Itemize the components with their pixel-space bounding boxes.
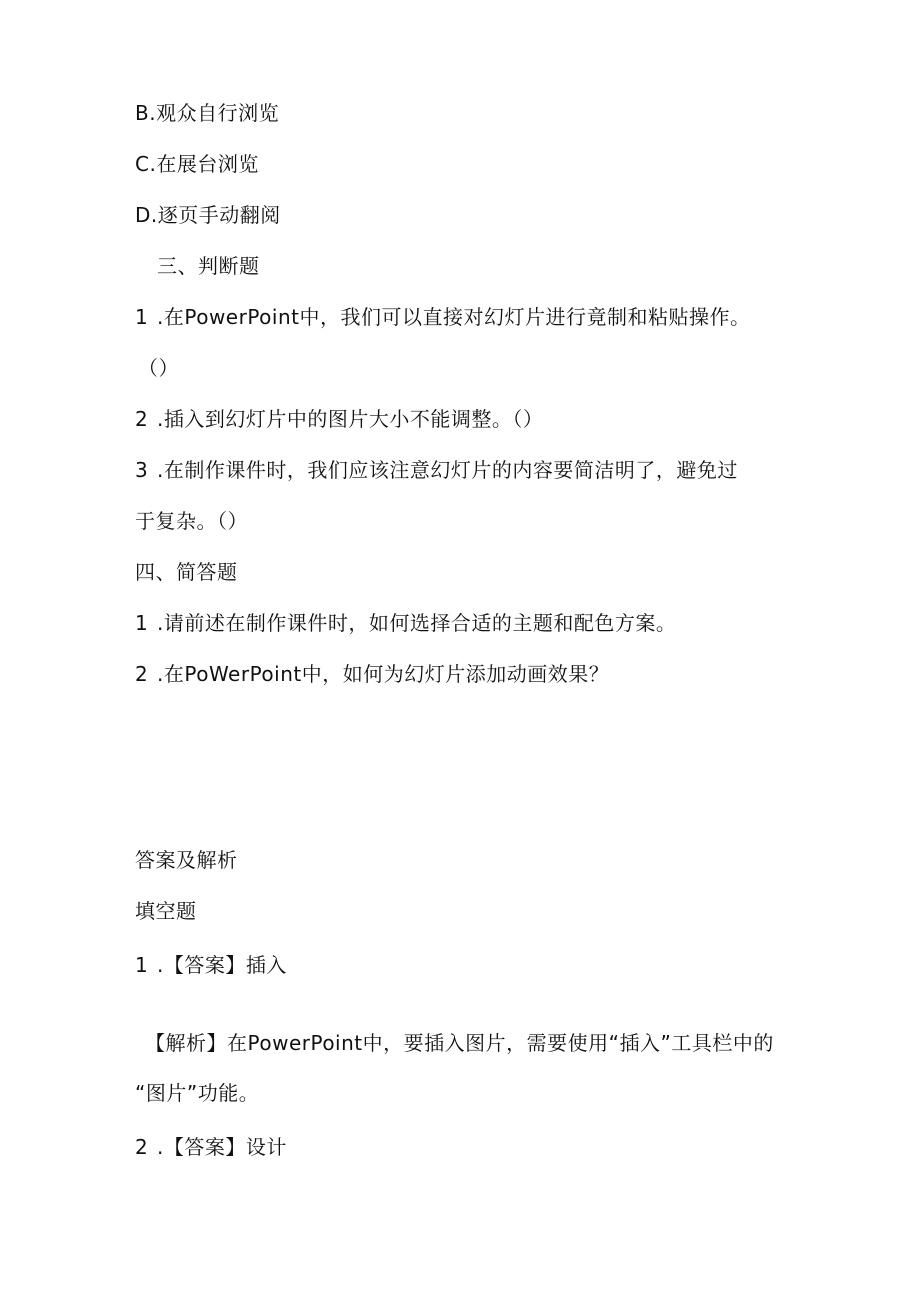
question-continuation: 于复杂。（） (135, 509, 248, 533)
question-item (135, 609, 676, 637)
answer-item (135, 1133, 287, 1161)
answer-number: 1 (135, 953, 149, 977)
answers-heading: 答案及解析 (135, 848, 238, 872)
option-b: B.观众自行浏览 (135, 101, 280, 125)
question-text: .请前述在制作课件时，如何选择合适的主题和配色方案。 (157, 611, 677, 635)
answer-blank: （） (138, 356, 179, 380)
question-number: 3 (135, 458, 149, 482)
answers-subheading: 填空题 (135, 899, 197, 923)
answer-text: .【答案】设计 (157, 1135, 287, 1159)
question-number: 2 (135, 407, 149, 431)
question-text: .在制作课件时，我们应该注意幻灯片的内容要简洁明了，避免过 (157, 458, 738, 482)
section-heading-short-answer: 四、简答题 (135, 560, 238, 584)
answer-item (135, 951, 287, 979)
question-number: 1 (135, 611, 149, 635)
question-item (135, 303, 750, 331)
question-number: 2 (135, 662, 149, 686)
option-c: C.在展台浏览 (135, 152, 259, 176)
answer-text: .【答案】插入 (157, 953, 287, 977)
question-number: 1 (135, 305, 149, 329)
question-text: .在PoWerPoint中，如何为幻灯片添加动画效果？ (157, 662, 610, 686)
answer-number: 2 (135, 1135, 149, 1159)
question-item (135, 660, 609, 688)
explanation-line: 【解析】在PowerPoint中，要插入图片，需要使用“插入”工具栏中的 (145, 1031, 774, 1055)
question-text: .插入到幻灯片中的图片大小不能调整。（） (157, 407, 544, 431)
question-item (135, 456, 738, 484)
option-d: D.逐页手动翻阅 (135, 203, 281, 227)
explanation-line: “图片”功能。 (135, 1081, 260, 1105)
question-item (135, 405, 543, 433)
section-heading-true-false: 三、判断题 (157, 254, 260, 278)
question-text: .在PowerPoint中，我们可以直接对幻灯片进行竟制和粘贴操作。 (157, 305, 751, 329)
